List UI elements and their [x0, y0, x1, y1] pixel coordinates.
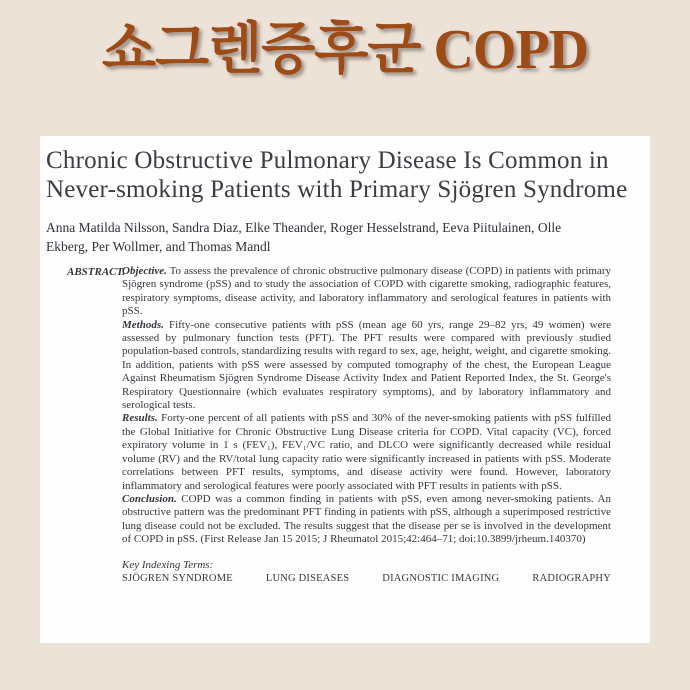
key-indexing-label: Key Indexing Terms:: [122, 558, 214, 571]
key-indexing-block: [122, 559, 611, 586]
paper-authors: Anna Matilda Nilsson, Sandra Diaz, Elke Theander, Roger Hesselstrand, Eeva Piitulainen, Olle Ekberg, Per Wollmer, and Thomas Mandl: [46, 220, 562, 254]
results-text: Forty-one percent of all patients with pSS and 30% of the never-smoking patients with pSS fulfilled the Global Initiative for Chronic Obstructive Lung Disease criteria for COPD. Vital capacity (VC), forced expiratory volume in 1 s (FEV₁), FEV₁/VC ratio, and DLCO were significantly decreased while residual volume (RV) and the RV/total lung capacity ratio were significantly increased in patients with pSS. Moderate correlations between PFT results, symptoms, and disease activity were found. However, laboratory inflammatory and serological features were poorly associated with PFT results in patients with pSS.: [122, 412, 611, 492]
abstract-conclusion: [122, 493, 611, 547]
paper-page: [40, 136, 650, 643]
methods-text: Fifty-one consecutive patients with pSS (mean age 60 yrs, range 29–82 yrs, 49 women) were assessed by pulmonary function tests (PFT). The PFT results were compared with previously studied population-based controls, standardizing results with regard to sex, age, height, weight, and cigarette smoking. In addition, patients with pSS were assessed by computed tomography of the chest, the European League Against Rheumatism Sjögren Syndrome Disease Activity Index and Patient Reported Index, the St. George's Respiratory Questionnaire (which evaluates respiratory symptoms), and by laboratory inflammatory and serological tests.: [122, 318, 611, 412]
key-term-sjogren-syndrome: SJÖGREN SYNDROME: [122, 572, 233, 584]
conclusion-text: COPD was a common finding in patients with pSS, even among never-smoking patients. An obstructive pattern was the predominant PFT finding in patients with pSS, although a superimposed restrictive lung disease could not be excluded. The results suggest that the disease per se is involved in the development of COPD in pSS. (First Release Jan 15 2015; J Rheumatol 2015;42:464–71; doi:10.3899/jrheum.140370): [122, 492, 611, 546]
objective-text: To assess the prevalence of chronic obstructive pulmonary disease (COPD) in patients with primary Sjögren syndrome (pSS) and to study the association of COPD with cigarette smoking, radiographic features, respiratory symptoms, disease activity, and laboratory inflammatory and serological features in patients with pSS.: [122, 265, 611, 318]
objective-label: Objective.: [122, 265, 167, 277]
abstract-methods: [122, 319, 611, 413]
paper-title: Chronic Obstructive Pulmonary Disease Is Common in Never-smoking Patients with Primary Sjögren Syndrome: [46, 147, 628, 203]
key-term-lung-diseases: LUNG DISEASES: [265, 572, 350, 584]
key-terms-row: [122, 572, 611, 585]
abstract-section: [67, 265, 611, 585]
abstract-label: ABSTRACT.: [67, 266, 125, 278]
methods-label: Methods.: [122, 318, 164, 331]
conclusion-label: Conclusion.: [122, 492, 177, 505]
abstract-results: [122, 412, 611, 492]
key-term-radiography: RADIOGRAPHY: [532, 572, 611, 584]
slide-title: 쇼그렌증후군 COPD: [101, 19, 589, 81]
key-term-diagnostic-imaging: DIAGNOSTIC IMAGING: [382, 572, 500, 584]
abstract-objective: [122, 265, 611, 319]
results-label: Results.: [122, 412, 158, 425]
